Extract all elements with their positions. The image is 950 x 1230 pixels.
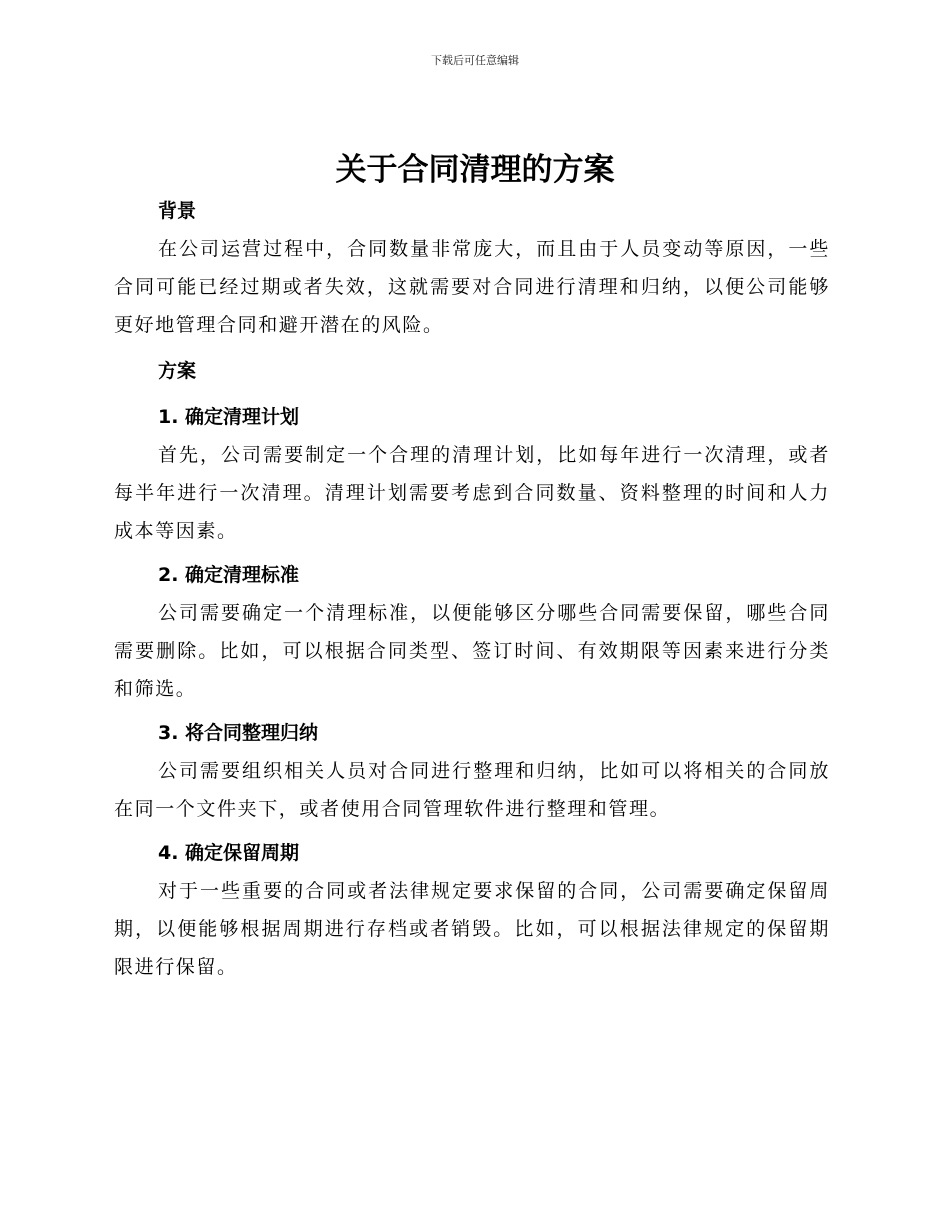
page-header-note: 下载后可任意编辑	[431, 54, 519, 67]
section-heading-plan: 方案	[158, 360, 197, 382]
section-heading-step-1: 1. 确定清理计划	[158, 406, 300, 428]
section-heading-background: 背景	[158, 200, 197, 222]
document-body	[114, 192, 830, 992]
section-paragraph-background: 在公司运营过程中，合同数量非常庞大，而且由于人员变动等原因，一些合同可能已经过期或者失效，这就需要对合同进行清理和归纳，以便公司能够更好地管理合同和避开潜在的风险。	[114, 238, 830, 336]
section-paragraph-step-1: 首先，公司需要制定一个合理的清理计划，比如每年进行一次清理，或者每半年进行一次清理。清理计划需要考虑到合同数量、资料整理的时间和人力成本等因素。	[114, 444, 830, 542]
section-heading-step-3: 3. 将合同整理归纳	[158, 722, 319, 744]
document-title: 关于合同清理的方案	[335, 152, 615, 188]
section-paragraph-step-3: 公司需要组织相关人员对合同进行整理和归纳，比如可以将相关的合同放在同一个文件夹下，或者使用合同管理软件进行整理和管理。	[114, 760, 830, 820]
section-heading-step-2: 2. 确定清理标准	[158, 564, 300, 586]
section-heading-step-4: 4. 确定保留周期	[158, 842, 300, 864]
section-paragraph-step-2: 公司需要确定一个清理标准，以便能够区分哪些合同需要保留，哪些合同需要删除。比如，可以根据合同类型、签订时间、有效期限等因素来进行分类和筛选。	[114, 602, 830, 700]
section-paragraph-step-4: 对于一些重要的合同或者法律规定要求保留的合同，公司需要确定保留周期，以便能够根据周期进行存档或者销毁。比如，可以根据法律规定的保留期限进行保留。	[114, 880, 830, 978]
